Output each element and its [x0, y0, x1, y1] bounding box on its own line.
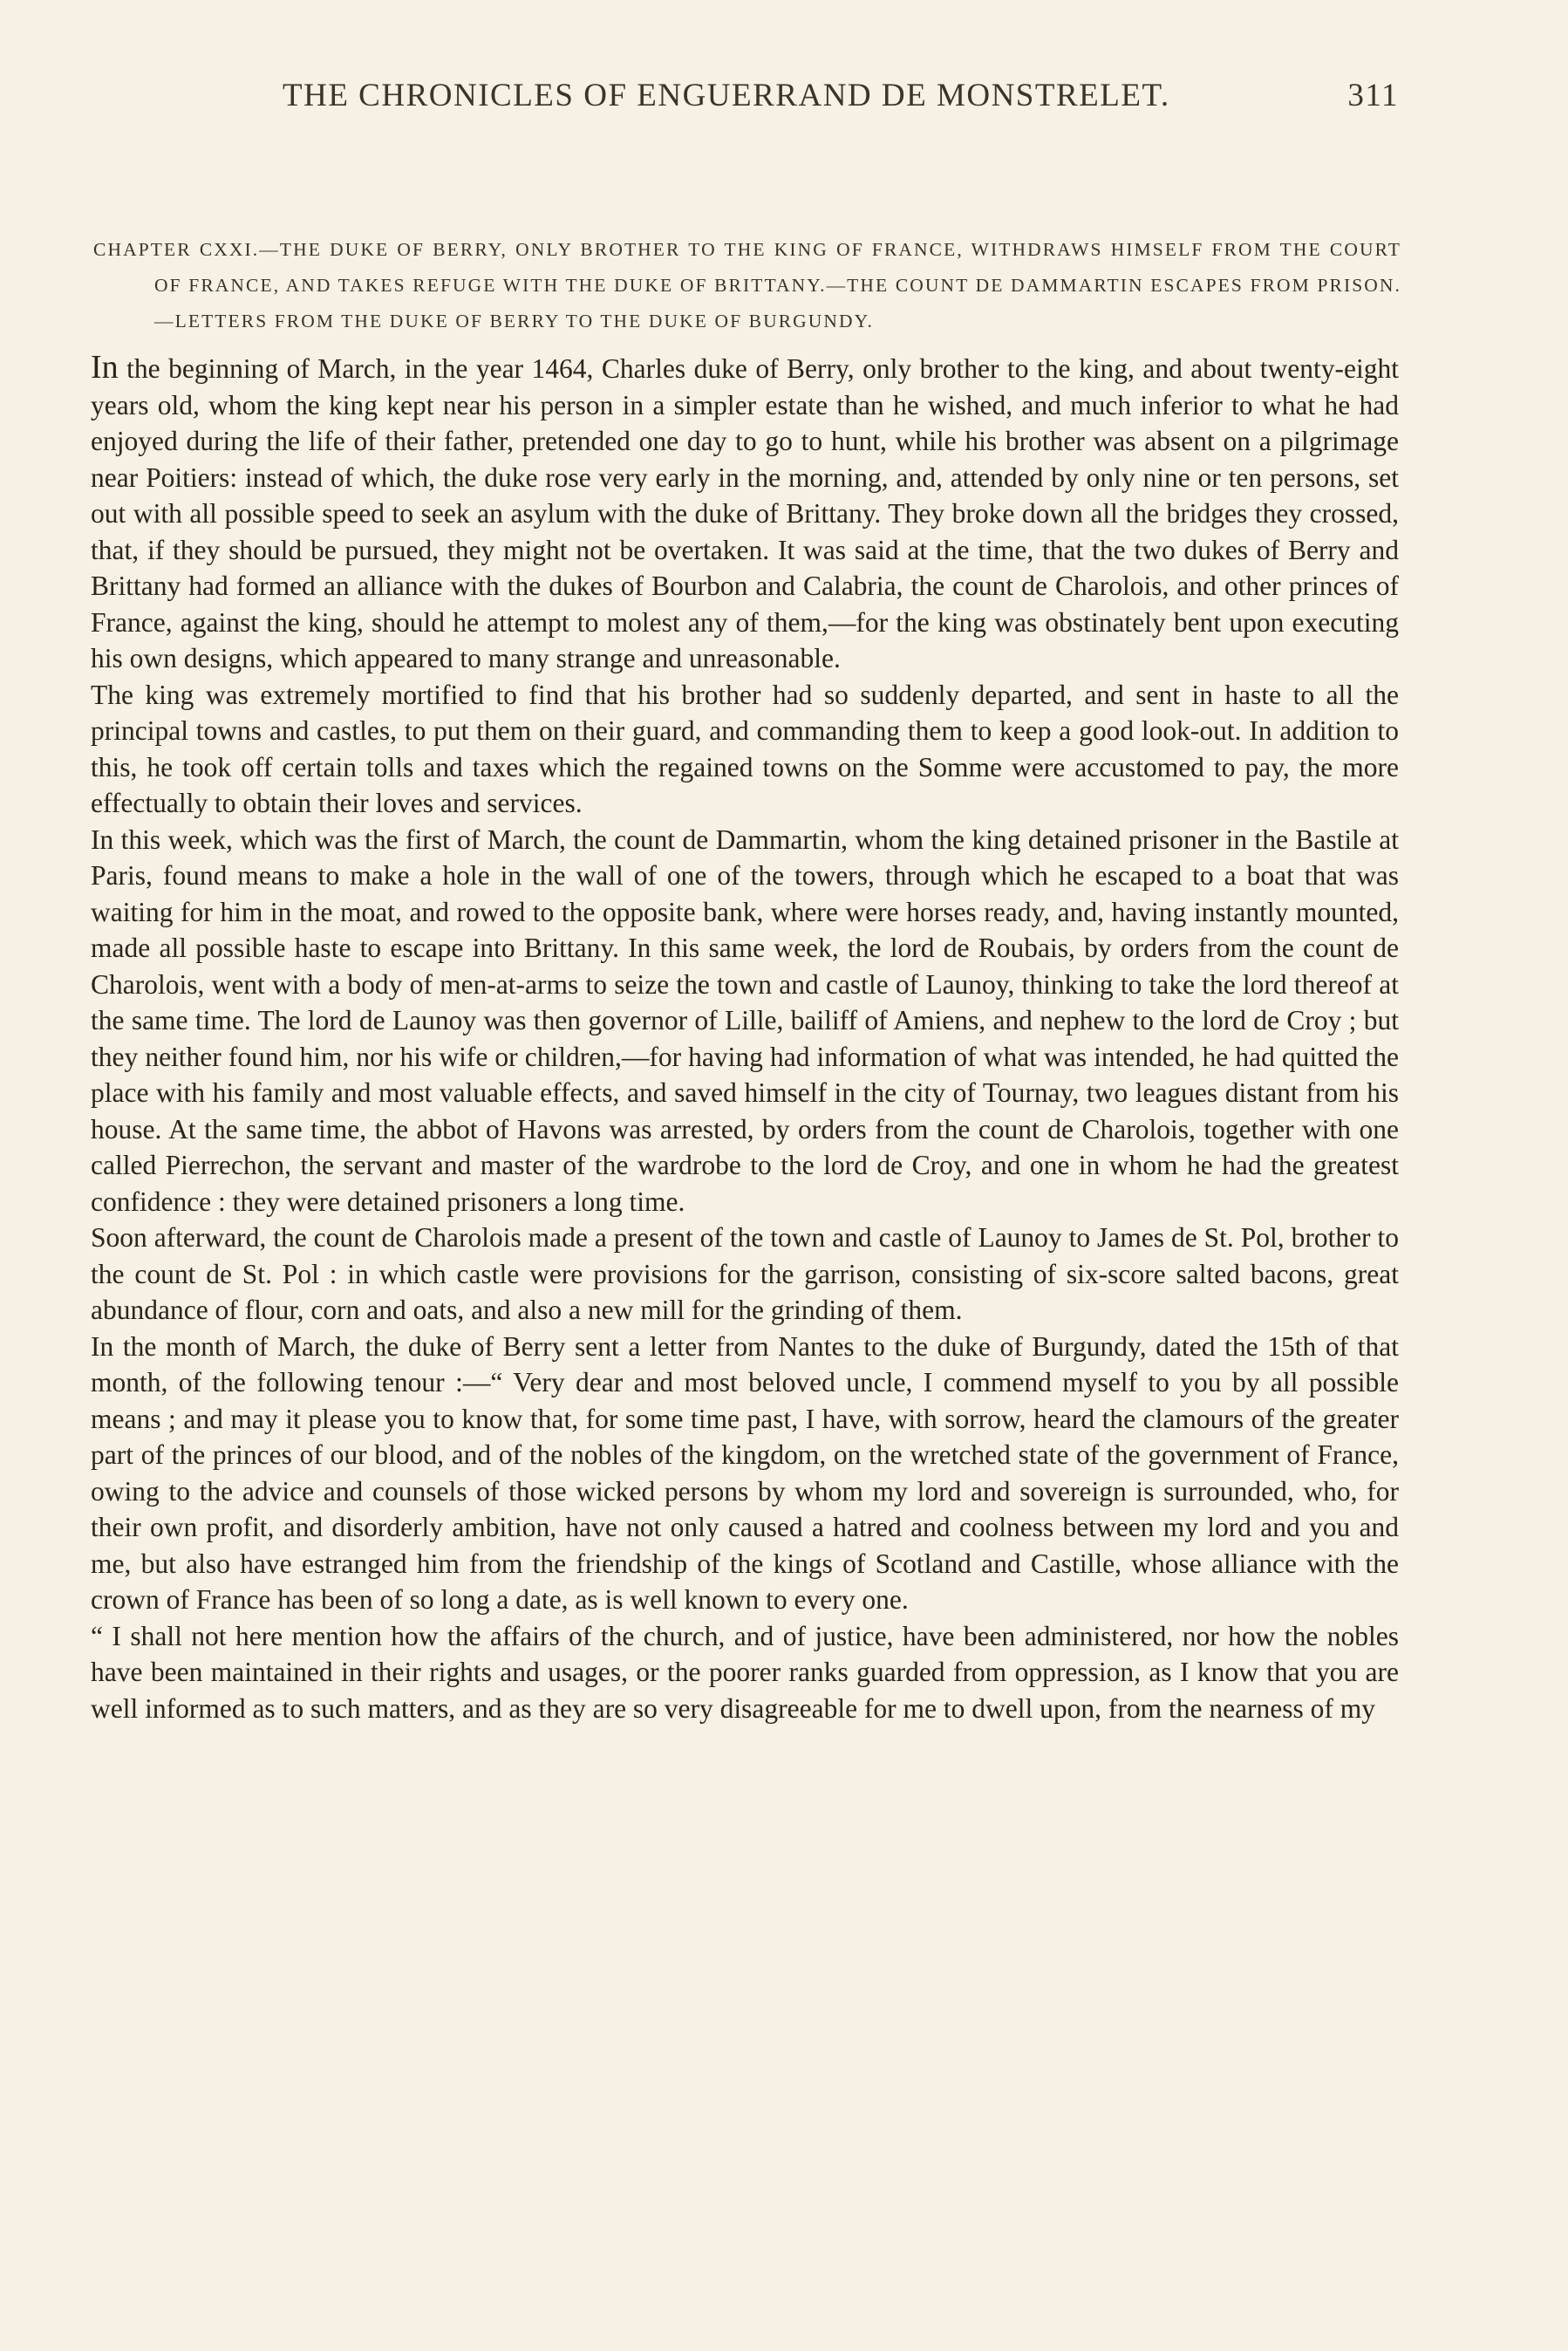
paragraph-1 [91, 350, 1399, 677]
running-head [91, 77, 1399, 129]
paragraph-1-text: the beginning of March, in the year 1464, Charles duke of Berry, only brother to the king, and about twenty-eight years old, whom the king kept near his person in a simpler estate than he wished, and much inferior to what he had enjoyed during the life of their father, pretended one day to go to hunt, while his brother was absent on a pilgrimage near Poitiers: instead of which, the duke rose very early in the morning, and, attended by only nine or ten persons, set out with all possible speed to seek an asylum with the duke of Brittany. They broke down all the bridges they crossed, that, if they should be pursued, they might not be overtaken. It was said at the time, that the two dukes of Berry and Brittany had formed an alliance with the dukes of Bourbon and Calabria, the count de Charolois, and other princes of France, against the king, should he attempt to molest any of them,—for the king was obstinately bent upon executing his own designs, which appeared to many strange and unreasonable. [91, 353, 1399, 673]
body-text [91, 350, 1399, 1726]
paragraph-5: In the month of March, the duke of Berry sent a letter from Nantes to the duke of Burgundy, dated the 15th of that month, of the following tenour :—“ Very dear and most beloved uncle, I commend myself to you by all possible means ; and may it please you to know that, for some time past, I have, with sorrow, heard the clamours of the greater part of the princes of our blood, and of the nobles of the kingdom, on the wretched state of the government of France, owing to the advice and counsels of those wicked persons by whom my lord and sovereign is surrounded, who, for their own profit, and disorderly ambition, have not only caused a hatred and coolness between my lord and you and me, but also have estranged him from the friendship of the kings of Scotland and Castille, whose alliance with the crown of France has been of so long a date, as is well known to every one. [91, 1330, 1399, 1615]
page-number: 311 [1347, 78, 1399, 113]
running-title: THE CHRONICLES OF ENGUERRAND DE MONSTRELET. [283, 78, 1170, 113]
chapter-heading: CHAPTER CXXI.—THE DUKE OF BERRY, ONLY BROTHER TO THE KING OF FRANCE, WITHDRAWS HIMSELF FROM THE COURT OF FRANCE, AND TAKES REFUGE WITH THE DUKE OF BRITTANY.—THE COUNT DE DAMMARTIN ESCAPES FROM PRISON.—LETTERS FROM THE DUKE OF BERRY TO THE DUKE OF BURGUNDY. [93, 239, 1401, 331]
paragraph-3: In this week, which was the first of March, the count de Dammartin, whom the king detained prisoner in the Bastile at Paris, found means to make a hole in the wall of one of the towers, through which he escaped to a boat that was waiting for him in the moat, and rowed to the opposite bank, where were horses ready, and, having instantly mounted, made all possible haste to escape into Brittany. In this same week, the lord de Roubais, by orders from the count de Charolois, went with a body of men-at-arms to seize the town and castle of Launoy, thinking to take the lord thereof at the same time. The lord de Launoy was then governor of Lille, bailiff of Amiens, and nephew to the lord de Croy ; but they neither found him, nor his wife or children,—for having had information of what was intended, he had quitted the place with his family and most valuable effects, and saved himself in the city of Tournay, two leagues distant from his house. At the same time, the abbot of Havons was arrested, by orders from the count de Charolois, together with one called Pierrechon, the servant and master of the wardrobe to the lord de Croy, and one in whom he had the greatest confidence : they were detained prisoners a long time. [91, 824, 1399, 1217]
paragraph-2: The king was extremely mortified to find that his brother had so suddenly departed, and sent in haste to all the principal towns and castles, to put them on their guard, and commanding them to keep a good look-out. In addition to this, he took off certain tolls and taxes which the regained towns on the Somme were accustomed to pay, the more effectually to obtain their loves and services. [91, 679, 1399, 818]
paragraph-4: Soon afterward, the count de Charolois made a present of the town and castle of Launoy to James de St. Pol, brother to the count de St. Pol : in which castle were provisions for the garrison, consisting of six-score salted bacons, great abundance of flour, corn and oats, and also a new mill for the grinding of them. [91, 1222, 1399, 1325]
paragraph-6: “ I shall not here mention how the affairs of the church, and of justice, have been administered, nor how the nobles have been maintained in their rights and usages, or the poorer ranks guarded from oppression, as I know that you are well informed as to such matters, and as they are so very disagreeable for me to dwell upon, from the nearness of my [91, 1620, 1399, 1724]
book-page [91, 77, 1399, 2310]
paragraph-initial: In [91, 349, 119, 386]
